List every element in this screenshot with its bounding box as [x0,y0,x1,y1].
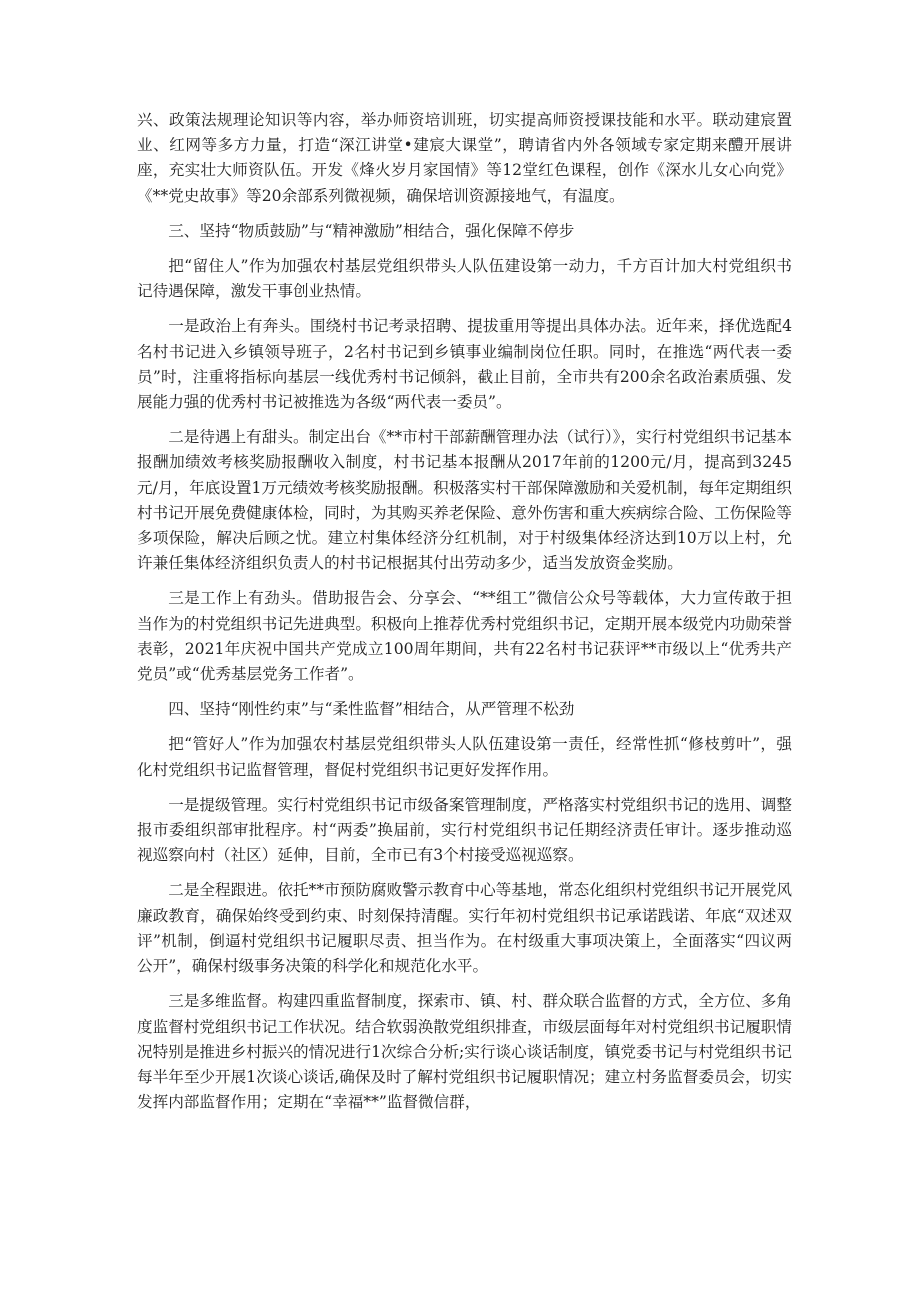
section-heading-four: 四、坚持“刚性约束”与“柔性监督”相结合，从严管理不松劲 [168,700,575,719]
document-page [137,108,792,1125]
paragraph: 二是待遇上有甜头。制定出台《**市村干部薪酬管理办法（试行）》，实行村党组织书记基本报酬加绩效考核奖励报酬收入制度，村书记基本报酬从2017年前的1200元/月，提高到3245元/月，年底设置1万元绩效考核奖励报酬。积极落实村干部保障激励和关爱机制，每年定期组织村书记开展免费健康体检，同时，为其购买养老保险、意外伤害和重大疾病综合险、工伤保险等多项保险，解决后顾之忧。建立村集体经济分红机制，对于村级集体经济达到10万以上村，允许兼任集体经济组织负责人的村书记根据其付出劳动多少，适当发放资金奖励。 [137,428,792,573]
paragraph: 把“留住人”作为加强农村基层党组织带头人队伍建设第一动力，千方百计加大村党组织书记待遇保障，激发干事创业热情。 [137,257,792,301]
paragraph: 三是工作上有劲头。借助报告会、分享会、“**组工”微信公众号等载体，大力宣传敢于担当作为的村党组织书记先进典型。积极向上推荐优秀村党组织书记，定期开展本级党内功勋荣誉表彰，2021年庆祝中国共产党成立100周年期间，共有22名村书记获评**市级以上“优秀共产党员”或“优秀基层党务工作者”。 [137,589,792,684]
paragraph-continued: 兴、政策法规理论知识等内容，举办师资培训班，切实提高师资授课技能和水平。联动建宸置业、红网等多方力量，打造“深江讲堂•建宸大课堂”，聘请省内外各领域专家定期来醴开展讲座，充实壮大师资队伍。开发《烽火岁月家国情》等12堂红色课程，创作《深水儿女心向党》《**党史故事》等20余部系列微视频，确保培训资源接地气，有温度。 [137,111,792,205]
paragraph: 一是政治上有奔头。围绕村书记考录招聘、提拔重用等提出具体办法。近年来，择优选配4名村书记进入乡镇领导班子，2名村书记到乡镇事业编制岗位任职。同时，在推选“两代表一委员”时，注重将指标向基层一线优秀村书记倾斜，截止目前，全市共有200余名政治素质强、发展能力强的优秀村书记被推选为各级“两代表一委员”。 [137,317,792,412]
paragraph: 一是提级管理。实行村党组织书记市级备案管理制度，严格落实村党组织书记的选用、调整报市委组织部审批程序。村“两委”换届前，实行村党组织书记任期经济责任审计。逐步推动巡视巡察向村（社区）延伸，目前，全市已有3个村接受巡视巡察。 [137,795,792,865]
paragraph: 把“管好人”作为加强农村基层党组织带头人队伍建设第一责任，经常性抓“修枝剪叶”，强化村党组织书记监督管理，督促村党组织书记更好发挥作用。 [137,735,792,779]
paragraph: 二是全程跟进。依托**市预防腐败警示教育中心等基地，常态化组织村党组织书记开展党风廉政教育，确保始终受到约束、时刻保持清醒。实行年初村党组织书记承诺践诺、年底“双述双评”机制，倒逼村党组织书记履职尽责、担当作为。在村级重大事项决策上，全面落实“四议两公开”，确保村级事务决策的科学化和规范化水平。 [137,881,792,976]
section-heading-three: 三、坚持“物质鼓励”与“精神激励”相结合，强化保障不停步 [168,221,575,240]
paragraph: 三是多维监督。构建四重监督制度，探索市、镇、村、群众联合监督的方式，全方位、多角度监督村党组织书记工作状况。结合软弱涣散党组织排查，市级层面每年对村党组织书记履职情况特别是推进乡村振兴的情况进行1次综合分析;实行谈心谈话制度，镇党委书记与村党组织书记每半年至少开展1次谈心谈话,确保及时了解村党组织书记履职情况；建立村务监督委员会，切实发挥内部监督作用；定期在“幸福**”监督微信群， [137,992,792,1112]
